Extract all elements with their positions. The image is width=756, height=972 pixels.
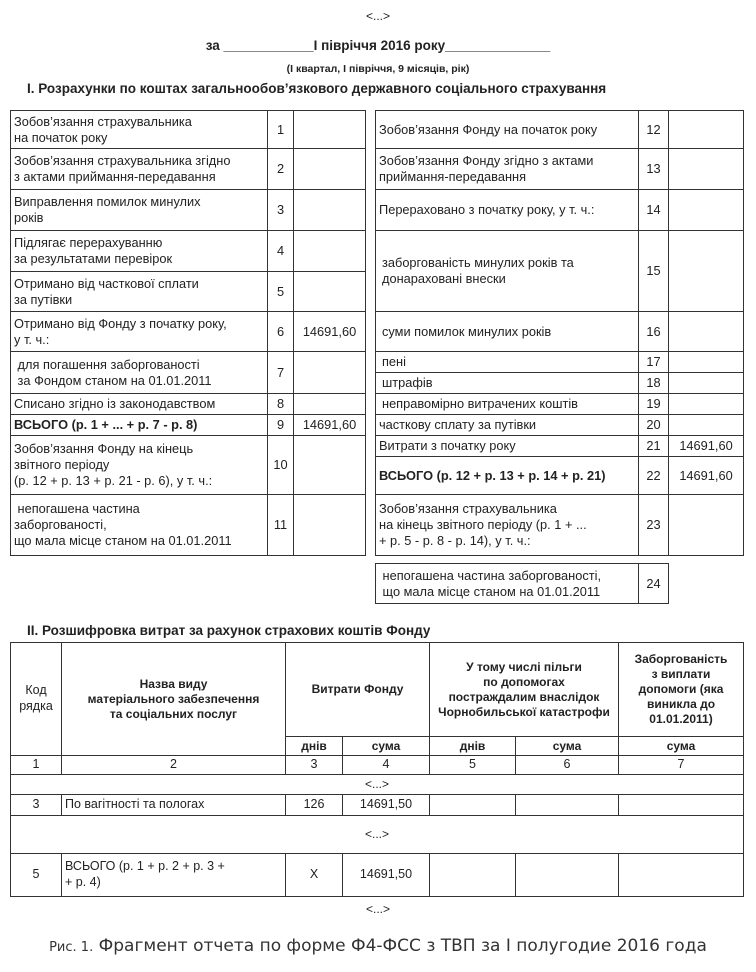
right-label-21: Витрати з початку року [376, 436, 639, 457]
row-days: 126 [286, 795, 343, 816]
left-label-10: Зобов’язання Фонду на кінець звітного періоду (р. 12 + р. 13 + р. 21 - р. 6), у т. ч.: [11, 436, 268, 495]
left-num-2: 2 [268, 149, 294, 190]
right-value-13 [669, 149, 744, 190]
header-chernobyl: У тому числі пільги по допомогах постраждалим внаслідок Чорнобильської катастрофи [430, 643, 619, 737]
total-sum: 14691,50 [343, 854, 430, 897]
right-value-18 [669, 373, 744, 394]
right-num-21: 21 [639, 436, 669, 457]
left-value-5 [294, 272, 366, 312]
right-num-22: 22 [639, 457, 669, 495]
right-label-13: Зобов’язання Фонду згідно з актами приймання-передавання [376, 149, 639, 190]
right-value-16 [669, 312, 744, 352]
table-ellipsis-1: <...> [11, 775, 744, 795]
top-ellipsis: <...> [365, 9, 391, 23]
row-c6 [516, 795, 619, 816]
left-label-4: Підлягає перерахуванню за результатами перевірок [11, 231, 268, 272]
col-number-6: 6 [516, 756, 619, 775]
left-label-1: Зобов’язання страхувальника на початок року [11, 111, 268, 149]
right-label-23: Зобов’язання страхувальника на кінець звітного періоду (р. 1 + ... + р. 5 - р. 8 - р. 14), у т. ч.: [376, 495, 639, 556]
left-value-4 [294, 231, 366, 272]
col-number-2: 2 [62, 756, 286, 775]
right-value-12 [669, 111, 744, 149]
figure-caption [0, 936, 756, 956]
right-label-16: суми помилок минулих років [376, 312, 639, 352]
right-value-17 [669, 352, 744, 373]
section2-title: II. Розшифровка витрат за рахунок страхових коштів Фонду [27, 623, 431, 638]
left-value-6: 14691,60 [294, 312, 366, 352]
total-c5 [430, 854, 516, 897]
right-num-23: 23 [639, 495, 669, 556]
row-sum: 14691,50 [343, 795, 430, 816]
col-number-7: 7 [619, 756, 744, 775]
left-value-1 [294, 111, 366, 149]
section1-title: I. Розрахунки по коштах загальнообов’язкового державного соціального страхування [27, 81, 607, 96]
right-value-23 [669, 495, 744, 556]
header-sum-7: сума [619, 737, 744, 756]
left-num-6: 6 [268, 312, 294, 352]
right-num-13: 13 [639, 149, 669, 190]
col-number-5: 5 [430, 756, 516, 775]
right-label-17: пені [376, 352, 639, 373]
right-num-16: 16 [639, 312, 669, 352]
row-code: 3 [11, 795, 62, 816]
right-num-15: 15 [639, 231, 669, 312]
total-code: 5 [11, 854, 62, 897]
left-value-7 [294, 352, 366, 394]
header-days-3: днів [286, 737, 343, 756]
left-num-9: 9 [268, 415, 294, 436]
total-name: ВСЬОГО (р. 1 + р. 2 + р. 3 + + р. 4) [62, 854, 286, 897]
col-number-3: 3 [286, 756, 343, 775]
left-label-11: непогашена частина заборгованості, що мала місце станом на 01.01.2011 [11, 495, 268, 556]
left-value-11 [294, 495, 366, 556]
table-ellipsis-2: <...> [11, 816, 744, 854]
right-value-20 [669, 415, 744, 436]
right-value-24 [669, 564, 744, 604]
left-num-11: 11 [268, 495, 294, 556]
row-c7 [619, 795, 744, 816]
col-number-1: 1 [11, 756, 62, 775]
right-value-22: 14691,60 [669, 457, 744, 495]
left-label-8: Списано згідно із законодавством [11, 394, 268, 415]
total-c6 [516, 854, 619, 897]
left-num-7: 7 [268, 352, 294, 394]
left-value-10 [294, 436, 366, 495]
left-value-8 [294, 394, 366, 415]
left-num-3: 3 [268, 190, 294, 231]
section1-table [10, 110, 744, 556]
right-label-12: Зобов’язання Фонду на початок року [376, 111, 639, 149]
right-num-18: 18 [639, 373, 669, 394]
right-value-15 [669, 231, 744, 312]
left-label-9: ВСЬОГО (р. 1 + ... + р. 7 - р. 8) [11, 415, 268, 436]
gap [366, 111, 376, 556]
left-label-7: для погашення заборгованості за Фондом станом на 01.01.2011 [11, 352, 268, 394]
right-label-24: непогашена частина заборгованості, що мала місце станом на 01.01.2011 [376, 564, 639, 604]
total-days: Х [286, 854, 343, 897]
right-num-24: 24 [639, 564, 669, 604]
right-value-19 [669, 394, 744, 415]
right-label-15: заборгованість минулих років та донараховані внески [376, 231, 639, 312]
header-code: Код рядка [11, 643, 62, 756]
left-label-6: Отримано від Фонду з початку року, у т. ч.: [11, 312, 268, 352]
left-value-9: 14691,60 [294, 415, 366, 436]
header-debt: Заборгованість з виплати допомоги (яка виникла до 01.01.2011) [619, 643, 744, 737]
period-subtitle: (І квартал, І півріччя, 9 місяців, рік) [286, 63, 470, 75]
left-label-3: Виправлення помилок минулих років [11, 190, 268, 231]
bottom-ellipsis: <...> [365, 902, 391, 916]
total-c7 [619, 854, 744, 897]
right-label-20: часткову сплату за путівки [376, 415, 639, 436]
left-num-10: 10 [268, 436, 294, 495]
row-c5 [430, 795, 516, 816]
right-label-22: ВСЬОГО (р. 12 + р. 13 + р. 14 + р. 21) [376, 457, 639, 495]
right-num-14: 14 [639, 190, 669, 231]
left-label-2: Зобов’язання страхувальника згідно з актами приймання-передавання [11, 149, 268, 190]
right-num-17: 17 [639, 352, 669, 373]
header-sum-6: сума [516, 737, 619, 756]
col-number-4: 4 [343, 756, 430, 775]
left-value-2 [294, 149, 366, 190]
header-fund: Витрати Фонду [286, 643, 430, 737]
left-num-4: 4 [268, 231, 294, 272]
right-num-19: 19 [639, 394, 669, 415]
section1-row24 [375, 563, 744, 604]
left-label-5: Отримано від часткової сплати за путівки [11, 272, 268, 312]
right-value-21: 14691,60 [669, 436, 744, 457]
left-value-3 [294, 190, 366, 231]
left-num-5: 5 [268, 272, 294, 312]
left-num-1: 1 [268, 111, 294, 149]
right-label-19: неправомірно витрачених коштів [376, 394, 639, 415]
section2-table [10, 642, 744, 897]
caption-text: Фрагмент отчета по форме Ф4-ФСС з ТВП за І полугодие 2016 года [98, 936, 707, 956]
right-value-14 [669, 190, 744, 231]
right-num-20: 20 [639, 415, 669, 436]
right-label-14: Перераховано з початку року, у т. ч.: [376, 190, 639, 231]
right-label-18: штрафів [376, 373, 639, 394]
header-sum-4: сума [343, 737, 430, 756]
left-num-8: 8 [268, 394, 294, 415]
header-days-5: днів [430, 737, 516, 756]
right-num-12: 12 [639, 111, 669, 149]
caption-prefix: Рис. 1. [49, 940, 94, 955]
header-name: Назва виду матеріального забезпечення та соціальних послуг [62, 643, 286, 756]
row-name: По вагітності та пологах [62, 795, 286, 816]
period-line: за ____________І півріччя 2016 року______________ [205, 38, 551, 53]
